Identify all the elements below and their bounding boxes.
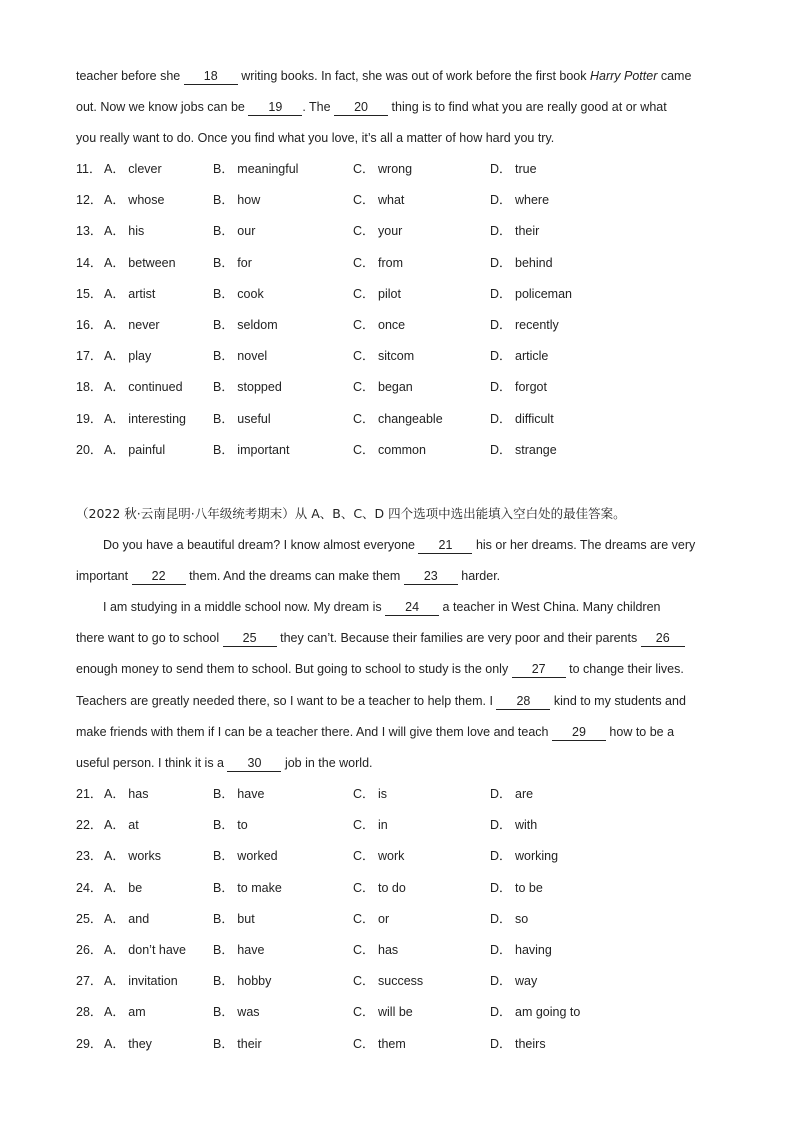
- question-row: [76, 254, 724, 272]
- option-b: B． novel: [213, 349, 268, 364]
- section-heading: （2022 秋·云南昆明·八年级统考期末）从 A、B、C、D 四个选项中选出能填入空白处的最佳答案。: [76, 506, 626, 521]
- passage-line: [76, 660, 724, 678]
- question-number: 24．: [76, 880, 103, 895]
- passage-text: them. And the dreams can make them: [185, 569, 404, 583]
- question-row: [76, 222, 724, 240]
- option-c: C． once: [353, 318, 406, 332]
- passage-line: [76, 723, 724, 741]
- option-c: C． sitcom: [353, 349, 415, 364]
- option-c: C． common: [353, 442, 426, 457]
- passage-line: [76, 754, 724, 772]
- question-row: [76, 847, 724, 865]
- question-number: 11．: [76, 162, 102, 176]
- question-row: [76, 160, 724, 178]
- option-c: C． your: [353, 224, 403, 239]
- question-number: 23．: [76, 849, 103, 864]
- question-row: [76, 1003, 724, 1021]
- blank-20: 20: [334, 100, 388, 116]
- question-number: 15．: [76, 286, 103, 301]
- option-a: A． painful: [104, 442, 166, 457]
- option-d: D． strange: [490, 442, 557, 457]
- option-b: B． to make: [213, 880, 282, 895]
- option-c: C． success: [353, 974, 424, 989]
- question-row: [76, 441, 724, 459]
- option-b: B． our: [213, 224, 256, 239]
- option-b: B． their: [213, 1036, 262, 1051]
- question-number: 12．: [76, 193, 103, 208]
- blank-21: 21: [418, 538, 472, 554]
- blank-29: 29: [552, 725, 606, 741]
- option-d: D． am going to: [490, 1005, 581, 1020]
- blank-18: 18: [184, 69, 238, 85]
- option-c: C． will be: [353, 1005, 413, 1020]
- option-b: B． for: [213, 255, 252, 270]
- option-c: C． to do: [353, 880, 406, 895]
- question-row: [76, 1035, 724, 1053]
- option-b: B． have: [213, 787, 265, 801]
- option-b: B． but: [213, 911, 255, 926]
- question-number: 19．: [76, 411, 103, 426]
- option-b: B． meaningful: [213, 162, 299, 176]
- passage-line: you really want to do. Once you find what you love, it’s all a matter of how hard you try.: [76, 131, 555, 145]
- question-row: [76, 191, 724, 209]
- option-d: D． to be: [490, 880, 543, 895]
- option-d: D． having: [490, 943, 552, 957]
- option-a: A． artist: [104, 286, 156, 301]
- option-d: D． working: [490, 849, 559, 864]
- question-row: [76, 316, 724, 334]
- option-d: D． theirs: [490, 1036, 546, 1051]
- option-c: C． has: [353, 943, 399, 957]
- option-a: A． continued: [104, 380, 183, 395]
- question-row: [76, 785, 724, 803]
- passage-text: thing is to find what you are really good at or what: [388, 100, 667, 114]
- option-b: B． useful: [213, 411, 271, 426]
- option-a: A． works: [104, 849, 161, 864]
- question-number: 14．: [76, 255, 103, 270]
- option-b: B． stopped: [213, 380, 282, 395]
- option-b: B． cook: [213, 286, 264, 301]
- passage-line: [103, 598, 724, 616]
- blank-27: 27: [512, 662, 566, 678]
- option-a: A． his: [104, 224, 145, 239]
- option-a: A． between: [104, 255, 176, 270]
- option-b: B． how: [213, 193, 261, 208]
- option-a: A． and: [104, 911, 150, 926]
- option-c: C． work: [353, 849, 405, 864]
- passage-line: [103, 536, 724, 554]
- question-number: 29．: [76, 1036, 103, 1051]
- option-c: C． changeable: [353, 411, 443, 426]
- passage-line: [76, 98, 724, 116]
- passage-text: enough money to send them to school. But going to school to study is the only: [76, 662, 512, 676]
- blank-23: 23: [404, 569, 458, 585]
- question-number: 28．: [76, 1005, 103, 1020]
- passage-text: Teachers are greatly needed there, so I want to be a teacher to help them. I: [76, 694, 497, 708]
- passage-text: out. Now we know jobs can be: [76, 100, 249, 114]
- passage-text: make friends with them if I can be a teacher there. And I will give them love and teach: [76, 725, 552, 739]
- option-a: A． has: [104, 787, 149, 801]
- option-b: B． worked: [213, 849, 278, 864]
- option-c: C． them: [353, 1036, 406, 1051]
- question-number: 16．: [76, 318, 103, 332]
- blank-25: 25: [223, 631, 277, 647]
- option-b: B． important: [213, 442, 290, 457]
- option-a: A． play: [104, 349, 152, 364]
- question-row: [76, 410, 724, 428]
- option-c: C． or: [353, 911, 390, 926]
- option-d: D． article: [490, 349, 549, 364]
- option-d: D． behind: [490, 255, 553, 270]
- blank-19: 19: [248, 100, 302, 116]
- option-b: B． seldom: [213, 318, 278, 332]
- question-number: 21．: [76, 787, 103, 801]
- option-c: C． pilot: [353, 286, 401, 301]
- passage-text: important: [76, 569, 132, 583]
- option-c: C． from: [353, 255, 404, 270]
- option-d: D． with: [490, 818, 538, 833]
- passage-text: a teacher in West China. Many children: [439, 600, 661, 614]
- blank-28: 28: [496, 694, 550, 710]
- question-number: 26．: [76, 943, 103, 957]
- option-d: D． recently: [490, 318, 559, 332]
- passage-line: [76, 67, 724, 85]
- question-row: [76, 285, 724, 303]
- question-number: 25．: [76, 911, 103, 926]
- passage-text: they can’t. Because their families are very poor and their parents: [276, 631, 641, 645]
- question-row: [76, 378, 724, 396]
- passage-text: teacher before she: [76, 69, 184, 83]
- passage-text: I am studying in a middle school now. My dream is: [103, 600, 386, 614]
- option-d: D． policeman: [490, 286, 572, 301]
- option-a: A． invitation: [104, 974, 178, 989]
- passage-text: Do you have a beautiful dream? I know almost everyone: [103, 538, 419, 552]
- option-a: A． am: [104, 1005, 146, 1020]
- option-d: D． where: [490, 193, 550, 208]
- question-row: [76, 879, 724, 897]
- passage-line: [76, 629, 724, 647]
- question-row: [76, 972, 724, 990]
- passage-text: job in the world.: [281, 756, 373, 770]
- option-d: D． forgot: [490, 380, 547, 395]
- blank-24: 24: [385, 600, 439, 616]
- option-a: A． be: [104, 880, 143, 895]
- passage-text: harder.: [457, 569, 501, 583]
- blank-30: 30: [227, 756, 281, 772]
- option-d: D． are: [490, 787, 534, 801]
- question-number: 13．: [76, 224, 103, 239]
- option-d: D． their: [490, 224, 540, 239]
- option-b: B． have: [213, 943, 265, 957]
- option-d: D． way: [490, 974, 538, 989]
- option-c: C． what: [353, 193, 405, 208]
- option-a: A． they: [104, 1036, 152, 1051]
- passage-text: . The: [302, 100, 335, 114]
- option-a: A． at: [104, 818, 139, 833]
- blank-26: 26: [641, 631, 685, 647]
- passage-text: useful person. I think it is a: [76, 756, 228, 770]
- passage-text: kind to my students and: [550, 694, 686, 708]
- question-number: 20．: [76, 442, 103, 457]
- blank-22: 22: [132, 569, 186, 585]
- option-d: D． true: [490, 162, 537, 176]
- option-a: A． interesting: [104, 411, 186, 426]
- passage-text: there want to go to school: [76, 631, 223, 645]
- question-number: 18．: [76, 380, 103, 395]
- option-c: C． is: [353, 787, 388, 801]
- passage-text: his or her dreams. The dreams are very: [472, 538, 696, 552]
- passage-text: came: [657, 69, 692, 83]
- question-row: [76, 816, 724, 834]
- option-b: B． was: [213, 1005, 260, 1020]
- question-row: [76, 347, 724, 365]
- option-a: A． clever: [104, 162, 162, 176]
- option-a: A． never: [104, 318, 160, 332]
- passage-line: [76, 567, 724, 585]
- option-d: D． so: [490, 911, 529, 926]
- question-row: [76, 941, 724, 959]
- question-row: [76, 910, 724, 928]
- option-c: C． began: [353, 380, 413, 395]
- passage-text: writing books. In fact, she was out of work before the first book: [237, 69, 590, 83]
- passage-line: [76, 692, 724, 710]
- question-number: 17．: [76, 349, 103, 364]
- passage-text: to change their lives.: [565, 662, 684, 676]
- question-number: 22．: [76, 818, 103, 833]
- option-a: A． don’t have: [104, 943, 186, 957]
- book-title: Harry Potter: [589, 69, 658, 83]
- option-c: C． in: [353, 818, 388, 833]
- passage-text: how to be a: [605, 725, 675, 739]
- option-b: B． to: [213, 818, 248, 833]
- option-b: B． hobby: [213, 974, 272, 989]
- option-c: C． wrong: [353, 162, 413, 176]
- option-d: D． difficult: [490, 411, 554, 426]
- question-number: 27．: [76, 974, 103, 989]
- option-a: A． whose: [104, 193, 165, 208]
